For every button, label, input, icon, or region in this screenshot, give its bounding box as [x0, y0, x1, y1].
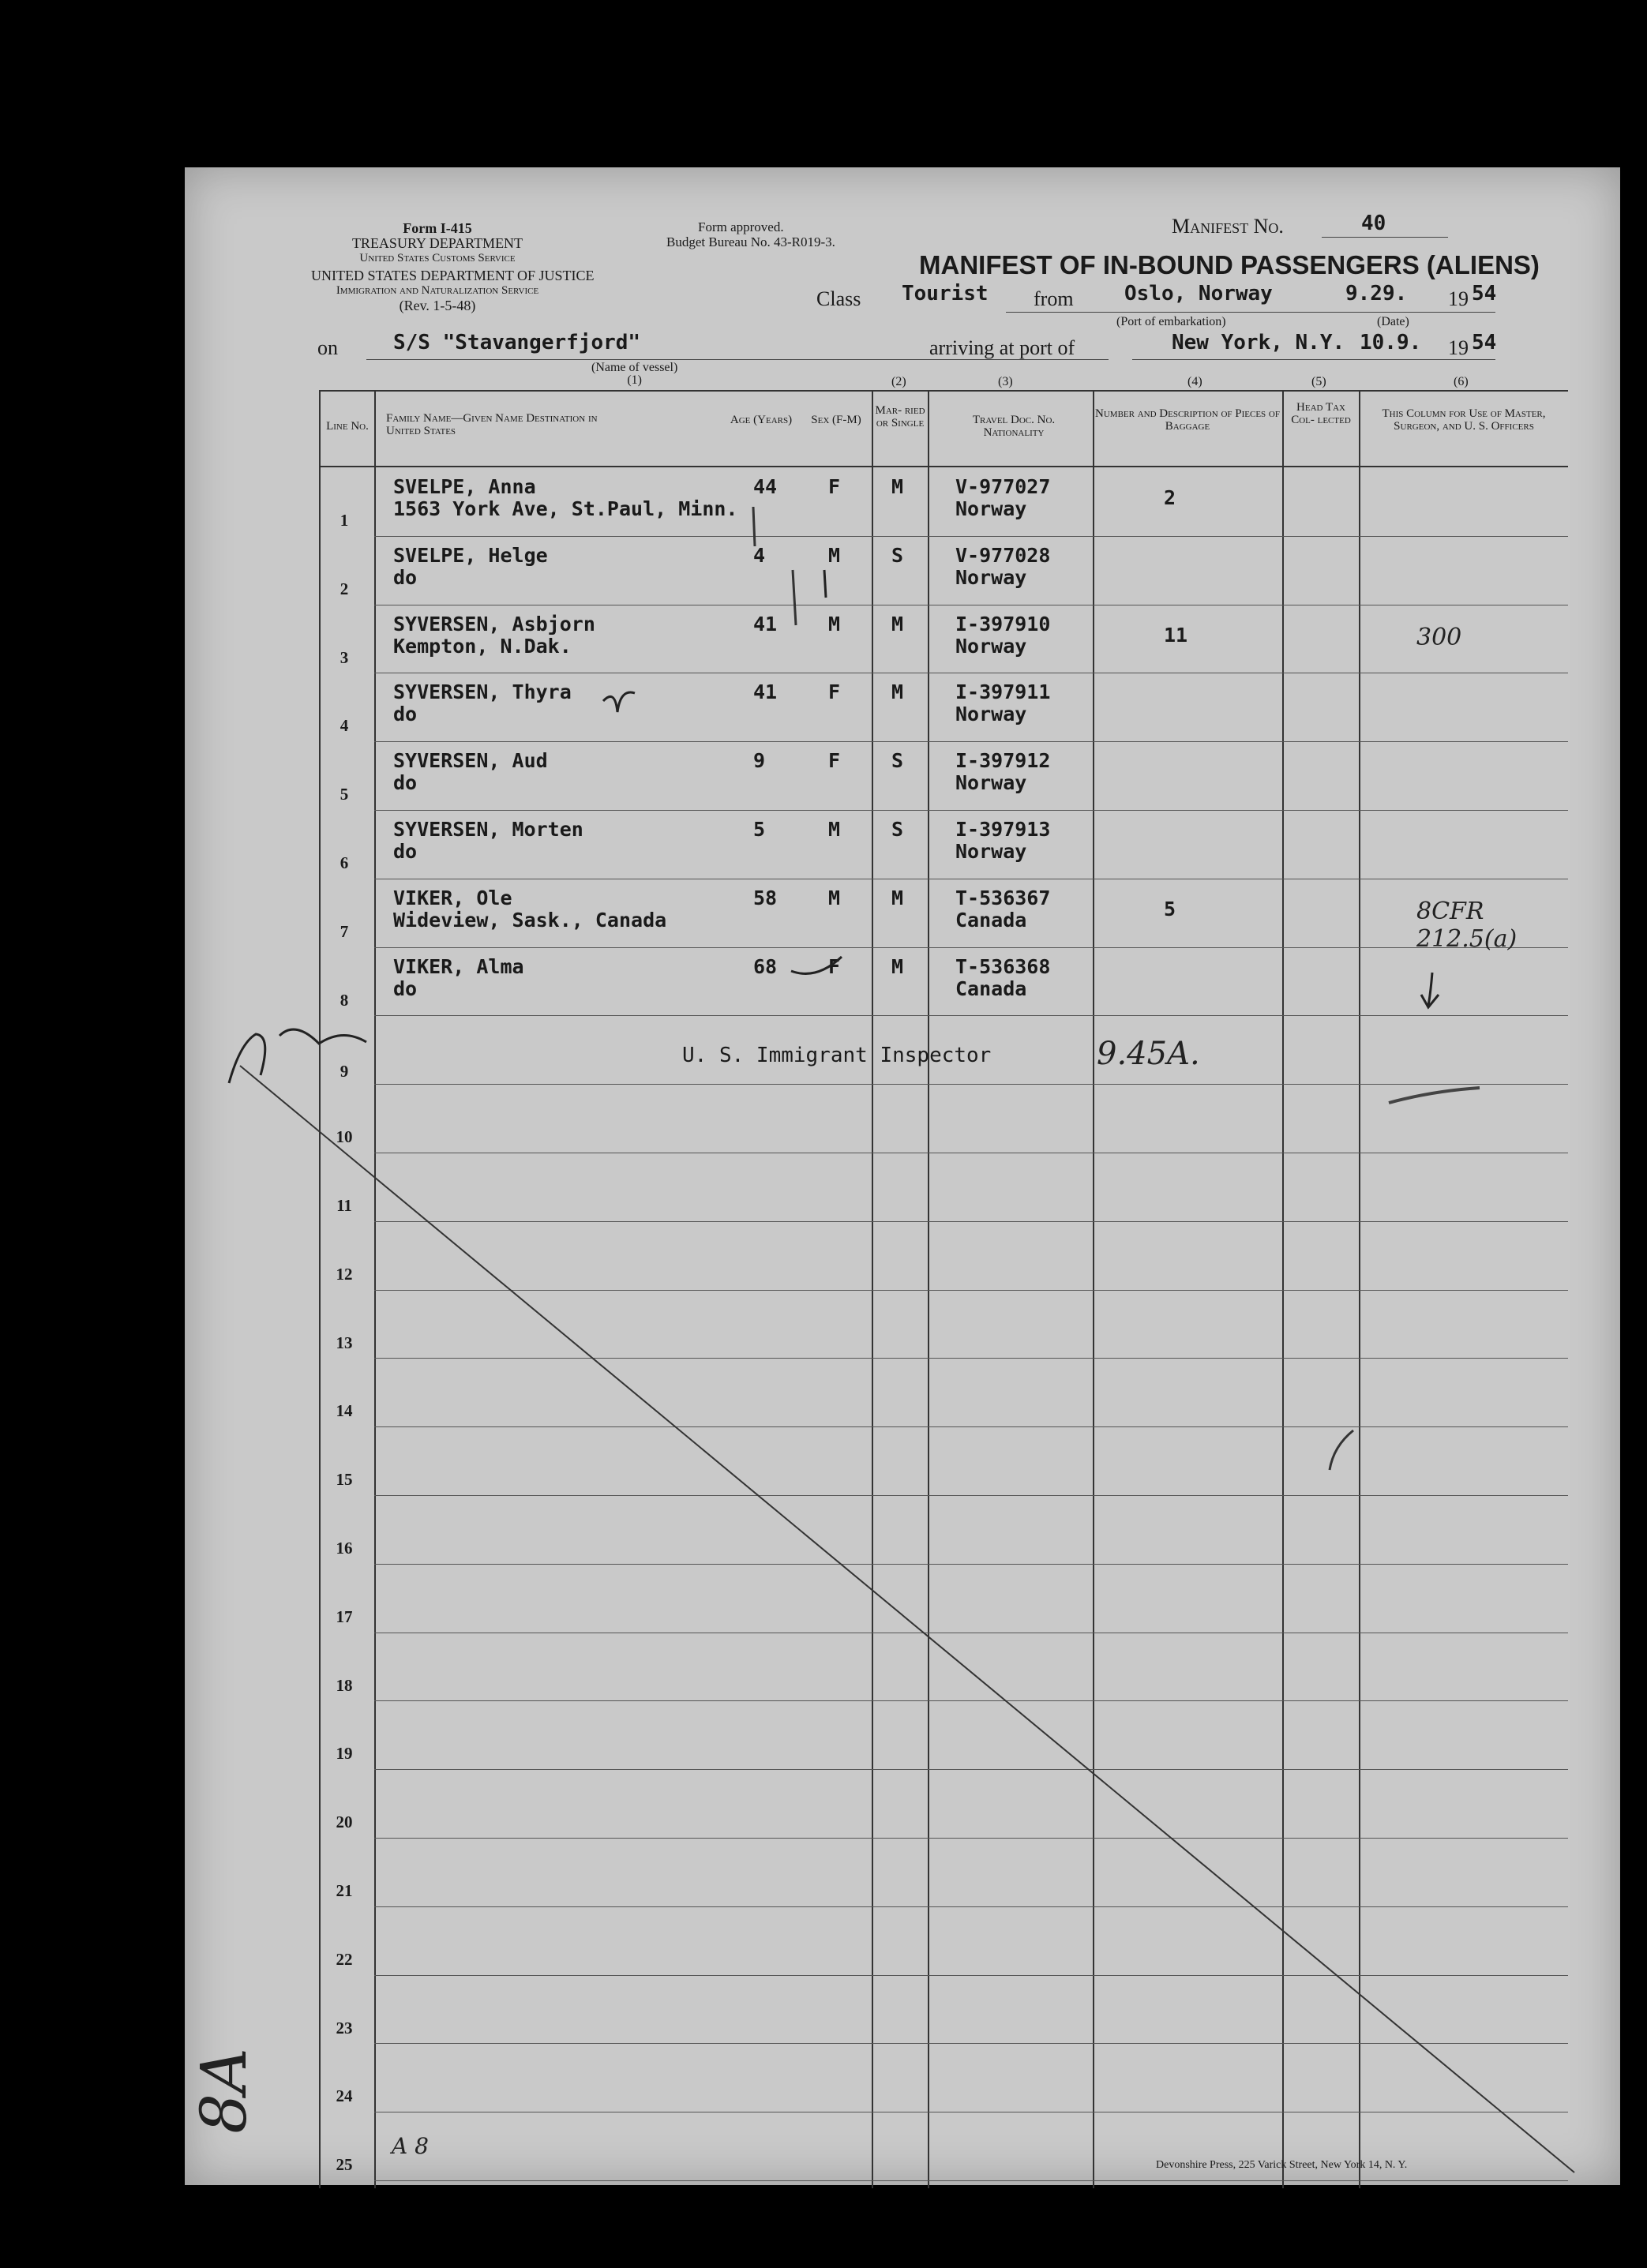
- sex: F: [828, 680, 841, 704]
- passenger-name: SYVERSEN, Aud: [393, 749, 548, 773]
- marital-status: M: [891, 954, 904, 978]
- form-number: Form I-415: [403, 220, 472, 236]
- age: 9: [753, 749, 766, 773]
- passenger-name: VIKER, Ole: [393, 886, 512, 909]
- ins-service: Immigration and Naturalization Service: [336, 284, 539, 297]
- line-number: 11: [336, 1196, 352, 1215]
- line-number: 15: [336, 1470, 353, 1490]
- manifest-title: MANIFEST OF IN-BOUND PASSENGERS (ALIENS): [919, 250, 1540, 279]
- travel-doc-no: T-536368: [955, 954, 1051, 978]
- line-number-9: 9: [340, 1062, 349, 1081]
- marital-status: M: [891, 475, 904, 498]
- line-number: 14: [336, 1401, 353, 1421]
- line-no: 1: [340, 511, 349, 530]
- tick-mark: [603, 692, 635, 712]
- destination: do: [393, 977, 418, 1000]
- col-num-4: (4): [1187, 375, 1202, 388]
- destination: do: [393, 703, 418, 726]
- class-value: Tourist: [902, 282, 989, 306]
- destination: 1563 York Ave, St.Paul, Minn.: [393, 497, 738, 520]
- line-number: 24: [336, 2086, 353, 2106]
- destination: do: [393, 565, 418, 589]
- marital-status: M: [891, 680, 904, 704]
- travel-doc-no: I-397913: [955, 818, 1051, 841]
- printer-credit: Devonshire Press, 225 Varick Street, New York 14, N. Y.: [1156, 2159, 1408, 2171]
- line-no: 2: [340, 579, 349, 598]
- col-num-6: (6): [1454, 375, 1469, 388]
- travel-doc-no: I-397910: [955, 612, 1051, 635]
- line-no: 6: [340, 853, 349, 872]
- line-number: 22: [336, 1949, 353, 1969]
- manifest-no-label: Manifest No.: [1172, 215, 1284, 238]
- nationality: Canada: [955, 977, 1027, 1000]
- inspection-time: 9.45A.: [1097, 1036, 1200, 1072]
- nationality: Norway: [955, 703, 1027, 726]
- destination: do: [393, 771, 418, 795]
- age: 4: [753, 543, 766, 567]
- line-number: 20: [336, 1813, 353, 1832]
- passenger-name: SVELPE, Anna: [393, 475, 536, 498]
- nationality: Norway: [955, 497, 1027, 520]
- cancel-diagonal-line: [240, 1066, 1574, 2172]
- age: 41: [753, 612, 778, 635]
- line-number: 18: [336, 1675, 353, 1695]
- nationality: Norway: [955, 565, 1027, 589]
- destination: do: [393, 840, 418, 863]
- departure-year-prefix: 19: [1448, 287, 1469, 310]
- on-label: on: [317, 336, 338, 359]
- passenger-name: SVELPE, Helge: [393, 543, 548, 567]
- nationality: Norway: [955, 771, 1027, 795]
- tick-mark: [753, 507, 796, 625]
- inspector-signature: [229, 1029, 366, 1083]
- line-number: 13: [336, 1333, 353, 1352]
- age: 44: [753, 475, 778, 498]
- line-number: 16: [336, 1539, 353, 1558]
- header-sex: Sex (F-M): [811, 414, 861, 426]
- line-number: 12: [336, 1264, 353, 1284]
- customs-service: United States Customs Service: [359, 252, 516, 264]
- arrow-mark: [1421, 973, 1439, 1007]
- from-label: from: [1034, 287, 1074, 310]
- age: 68: [753, 954, 778, 978]
- passenger-name: SYVERSEN, Morten: [393, 818, 583, 841]
- header-head-tax: Head Tax Col- lected: [1291, 401, 1351, 426]
- line-number: 25: [336, 2155, 353, 2175]
- header-travel-doc: Travel Doc. No. Nationality: [972, 414, 1056, 439]
- age: 5: [753, 818, 766, 841]
- col-num-3: (3): [998, 375, 1013, 388]
- arrival-date: 10.9.: [1360, 331, 1422, 354]
- tick-mark: [791, 570, 842, 973]
- bottom-note: A 8: [392, 2133, 429, 2159]
- manifest-no-value: 40: [1361, 212, 1386, 235]
- nationality: Norway: [955, 634, 1027, 658]
- line-no: 8: [340, 990, 349, 1010]
- header-line-no: Line No.: [326, 420, 369, 433]
- marital-status: M: [891, 886, 904, 909]
- nationality: Canada: [955, 908, 1027, 932]
- line-number: 17: [336, 1606, 353, 1626]
- margin-note: 8A: [186, 2048, 261, 2134]
- age: 58: [753, 886, 778, 909]
- marital-status: M: [891, 612, 904, 635]
- vessel-name: S/S "Stavangerfjord": [393, 331, 641, 354]
- sex: F: [828, 954, 841, 978]
- pen-mark: [1330, 1430, 1353, 1470]
- passenger-name: SYVERSEN, Thyra: [393, 680, 572, 704]
- officer-note: 8CFR 212.5(a): [1416, 897, 1518, 953]
- marital-status: S: [891, 543, 904, 567]
- header-married: Mar- ried or Single: [875, 404, 925, 429]
- header-name: Family Name—Given Name Destination in United States: [386, 412, 598, 437]
- destination: Wideview, Sask., Canada: [393, 908, 667, 932]
- baggage-count: 5: [1164, 897, 1176, 920]
- passenger-name: SYVERSEN, Asbjorn: [393, 612, 595, 635]
- baggage-count: 11: [1164, 623, 1188, 647]
- travel-doc-no: I-397911: [955, 680, 1051, 704]
- baggage-count: 2: [1164, 486, 1176, 509]
- treasury-dept: TREASURY DEPARTMENT: [351, 235, 523, 251]
- form-revision: (Rev. 1-5-48): [399, 298, 476, 313]
- line-number: 10: [336, 1127, 353, 1147]
- line-number: 23: [336, 2018, 353, 2037]
- sex: M: [828, 543, 841, 567]
- line-no: 5: [340, 785, 349, 804]
- travel-doc-no: T-536367: [955, 886, 1051, 909]
- sex: M: [828, 886, 841, 909]
- sex: F: [828, 749, 841, 773]
- line-number: 19: [336, 1744, 353, 1764]
- destination: Kempton, N.Dak.: [393, 634, 572, 658]
- sex: M: [828, 818, 841, 841]
- travel-doc-no: V-977028: [955, 543, 1051, 567]
- inspector-label: U. S. Immigrant Inspector: [682, 1044, 992, 1067]
- col-num-5: (5): [1311, 375, 1326, 388]
- line-no: 3: [340, 647, 349, 667]
- line-no: 7: [340, 921, 349, 941]
- passenger-name: VIKER, Alma: [393, 954, 524, 978]
- arrival-port: New York, N.Y.: [1172, 331, 1345, 354]
- class-label: Class: [816, 287, 861, 310]
- departure-date: 9.29.: [1345, 282, 1408, 306]
- vessel-column-number: (1): [627, 373, 642, 387]
- port-embarkation-caption: (Port of embarkation): [1116, 315, 1226, 328]
- line-number: 21: [336, 1881, 353, 1900]
- line-no: 4: [340, 716, 349, 736]
- age: 41: [753, 680, 778, 704]
- sex: M: [828, 612, 841, 635]
- marital-status: S: [891, 818, 904, 841]
- form-approved: Form approved.: [698, 219, 784, 234]
- header-age: Age (Years): [730, 414, 793, 426]
- vessel-caption-text: (Name of vessel): [591, 361, 678, 374]
- travel-doc-no: I-397912: [955, 749, 1051, 773]
- handwriting-marks: [185, 167, 1620, 2185]
- travel-doc-no: V-977027: [955, 475, 1051, 498]
- manifest-page: [185, 167, 1620, 2185]
- arrival-year-prefix: 19: [1448, 336, 1469, 359]
- justice-dept: UNITED STATES DEPARTMENT OF JUSTICE: [311, 268, 595, 283]
- pen-mark: [1389, 1088, 1480, 1103]
- from-value: Oslo, Norway: [1124, 282, 1273, 306]
- arrival-year: 54: [1472, 331, 1497, 354]
- header-officers: This Column for Use of Master, Surgeon, and U. S. Officers: [1382, 407, 1546, 433]
- arriving-label: arriving at port of: [929, 336, 1075, 359]
- header-baggage: Number and Description of Pieces of Baggage: [1095, 407, 1280, 433]
- sex: F: [828, 475, 841, 498]
- col-num-2: (2): [891, 375, 906, 388]
- officer-note: 300: [1416, 623, 1462, 651]
- budget-bureau: Budget Bureau No. 43-R019-3.: [666, 234, 835, 249]
- departure-year: 54: [1472, 282, 1497, 306]
- nationality: Norway: [955, 840, 1027, 863]
- date-caption: (Date): [1377, 315, 1409, 328]
- marital-status: S: [891, 749, 904, 773]
